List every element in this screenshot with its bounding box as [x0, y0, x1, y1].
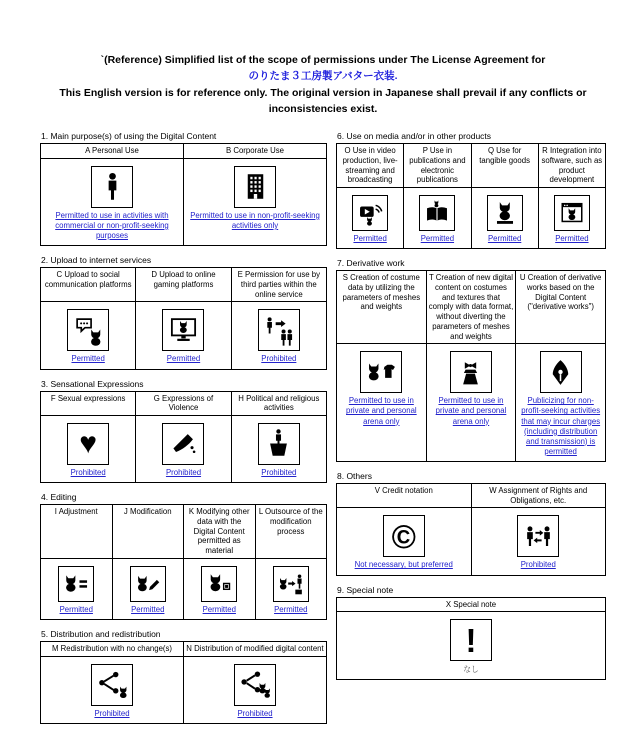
cell-header-h: H Political and religious activities: [231, 391, 326, 415]
permission-cell-p: [404, 188, 471, 249]
section-title: 3. Sensational Expressions: [41, 378, 144, 389]
cell-header-o: O Use in video production, live-streaming and broadcasting: [337, 144, 404, 188]
status-d: Permitted: [166, 354, 201, 364]
video-cat-icon: [357, 200, 383, 226]
icon-frame: [162, 423, 204, 465]
status-c: Permitted: [71, 354, 105, 364]
cell-header-e: E Permission for use by third parties within the online service: [231, 268, 326, 302]
icon-frame: [91, 664, 133, 706]
icon-frame: [258, 423, 300, 465]
status-h: Prohibited: [261, 467, 297, 477]
cell-header-n: N Distribution of modified digital content: [184, 641, 327, 656]
status-o: Permitted: [353, 234, 387, 243]
permission-table: [40, 391, 327, 484]
status-f: Prohibited: [70, 467, 106, 477]
person-icon: [97, 171, 128, 202]
status-n: Prohibited: [237, 708, 273, 718]
share-cats-icon: [240, 669, 271, 700]
permission-table: [336, 483, 606, 576]
icon-frame: [360, 351, 402, 393]
costume-data-icon: [366, 357, 397, 388]
status-r: Permitted: [555, 234, 589, 243]
icon-frame: [487, 195, 523, 231]
permission-cell-m: [41, 656, 184, 723]
permission-table: [40, 143, 327, 246]
section-title: 6. Use on media and/or in other products: [337, 131, 492, 142]
cell-header-p: P Use in publications and electronic publications: [404, 144, 471, 188]
exclamation-icon: !: [465, 621, 477, 659]
permission-cell-a: [41, 158, 184, 245]
icon-frame: [162, 309, 204, 351]
icon-frame: [67, 423, 109, 465]
permission-table: [40, 504, 327, 620]
icon-frame: [91, 166, 133, 208]
section-special-note: [336, 585, 606, 681]
product-name-japanese: のりたま３工房製アバター衣装.: [248, 70, 398, 83]
status-u: Publicizing for non-profit-seeking activities that may incur charges (including distribution and transmission) is permitted: [521, 396, 601, 456]
permission-table: [336, 143, 606, 249]
permission-cell-u: [516, 344, 606, 462]
permission-cell-c: [41, 302, 136, 369]
icon-frame: [540, 351, 582, 393]
book-cat-icon: [424, 200, 450, 226]
cell-header-a: A Personal Use: [41, 144, 184, 159]
share-cat-icon: [97, 669, 128, 700]
permission-cell-s: [337, 344, 427, 462]
icon-frame: [450, 351, 492, 393]
knife-icon: [168, 428, 199, 459]
software-cat-icon: [559, 200, 585, 226]
cell-header-m: M Redistribution with no change(s): [41, 641, 184, 656]
cell-header-i: I Adjustment: [41, 505, 113, 559]
cat-adjust-icon: [63, 571, 89, 597]
status-s: Permitted to use in private and personal arena only: [346, 396, 417, 426]
permission-cell-b: [184, 158, 327, 245]
permission-cell-n: [184, 656, 327, 723]
status-k: Permitted: [202, 604, 236, 614]
section-title: 4. Editing: [41, 492, 77, 503]
status-t: Permitted to use in private and personal arena only: [435, 396, 507, 426]
section-derivative: [336, 258, 606, 462]
permission-cell-w: [471, 508, 606, 575]
cat-modify-icon: [135, 571, 161, 597]
icon-frame: [273, 566, 309, 602]
icon-frame: [450, 619, 492, 661]
section-others: [336, 471, 606, 576]
status-p: Permitted: [420, 234, 455, 243]
section-title: 5. Distribution and redistribution: [41, 628, 161, 639]
permission-cell-e: [231, 302, 326, 369]
permission-cell-f: [41, 415, 136, 482]
permission-table: [336, 270, 606, 462]
status-l: Permitted: [274, 604, 308, 614]
header-title-line: `(Reference) Simplified list of the scope of permissions under The License Agreement for: [100, 54, 546, 66]
cell-header-u: U Creation of derivative works based on the Digital Content ("derivative works"): [516, 271, 606, 344]
icon-frame: [352, 195, 388, 231]
icon-frame: [58, 566, 94, 602]
permission-cell-i: [41, 558, 113, 619]
content-columns: [40, 131, 606, 733]
third-party-icon: [263, 315, 294, 346]
cell-header-x: X Special note: [337, 597, 606, 612]
section-main-purpose: [40, 131, 327, 246]
cell-header-b: B Corporate Use: [184, 144, 327, 159]
permission-cell-r: [538, 188, 605, 249]
status-w: Prohibited: [520, 560, 556, 570]
document-header: [40, 52, 606, 117]
icon-frame: [130, 566, 166, 602]
section-title: 7. Derivative work: [337, 258, 405, 269]
rights-transfer-icon: [523, 521, 554, 552]
permission-table: [40, 641, 327, 724]
status-g: Prohibited: [165, 467, 202, 477]
cell-header-f: F Sexual expressions: [41, 391, 136, 415]
section-title: 1. Main purpose(s) of using the Digital Content: [41, 131, 217, 142]
section-media: [336, 131, 606, 249]
copyright-icon: ©: [391, 517, 416, 555]
cell-header-c: C Upload to social communication platforms: [41, 268, 136, 302]
cat-chat-icon: [73, 315, 104, 346]
section-sensational: [40, 379, 327, 484]
permission-cell-q: [471, 188, 538, 249]
status-b: Permitted to use in non-profit-seeking activities only: [190, 210, 320, 230]
outsource-icon: [278, 571, 304, 597]
cell-header-l: L Outsource of the modification process: [255, 505, 327, 559]
icon-frame: [554, 195, 590, 231]
monitor-cat-icon: [168, 315, 199, 346]
status-x: なし: [463, 665, 479, 675]
cell-header-j: J Modification: [112, 505, 184, 559]
icon-frame: [201, 566, 237, 602]
building-icon: [240, 171, 271, 202]
status-m: Prohibited: [94, 708, 130, 718]
icon-frame: [234, 166, 276, 208]
status-i: Permitted: [59, 604, 93, 614]
header-disclaimer: This English version is for reference only. The original version in Japanese shall prevail if any conflicts or inconsistencies exist.: [59, 86, 587, 115]
figurine-icon: [492, 200, 518, 226]
left-column: [40, 131, 327, 733]
cell-header-t: T Creation of new digital content on costumes and textures that comply with data format, without diverting the parameters of meshes and weights: [426, 271, 516, 344]
icon-frame: [419, 195, 455, 231]
permission-table: [336, 597, 606, 681]
section-title: 9. Special note: [337, 584, 394, 595]
icon-frame: [67, 309, 109, 351]
icon-frame: [258, 309, 300, 351]
section-title: 8. Others: [337, 471, 372, 482]
status-j: Permitted: [131, 604, 165, 614]
permission-cell-t: [426, 344, 516, 462]
cell-header-q: Q Use for tangible goods: [471, 144, 538, 188]
permission-cell-x: [337, 612, 606, 680]
permission-cell-l: [255, 558, 327, 619]
permission-cell-o: [337, 188, 404, 249]
icon-frame: [383, 515, 425, 557]
cell-header-v: V Credit notation: [337, 484, 472, 508]
cell-header-g: G Expressions of Violence: [136, 391, 231, 415]
cell-header-s: S Creation of costume data by utilizing the parameters of meshes and weights: [337, 271, 427, 344]
cat-material-icon: [206, 571, 232, 597]
status-q: Permitted: [487, 234, 522, 243]
status-v: Not necessary, but preferred: [354, 560, 453, 570]
icon-frame: [517, 515, 559, 557]
permission-cell-v: [337, 508, 472, 575]
cell-header-k: K Modifying other data with the Digital Content permitted as material: [184, 505, 256, 559]
section-editing: [40, 492, 327, 620]
section-upload: [40, 255, 327, 369]
section-distribution: [40, 629, 327, 724]
heart-icon: ♥: [79, 426, 98, 460]
status-a: Permitted to use in activities with commercial or non-profit-seeking purposes: [55, 210, 169, 241]
permission-cell-h: [231, 415, 326, 482]
permission-cell-g: [136, 415, 231, 482]
cell-header-d: D Upload to online gaming platforms: [136, 268, 231, 302]
pen-nib-icon: [545, 357, 576, 388]
permission-table: [40, 267, 327, 369]
icon-frame: [234, 664, 276, 706]
clothes-icon: [455, 357, 486, 388]
cell-header-r: R Integration into software, such as product development: [538, 144, 605, 188]
permission-cell-k: [184, 558, 256, 619]
section-title: 2. Upload to internet services: [41, 255, 152, 266]
permission-cell-j: [112, 558, 184, 619]
permission-cell-d: [136, 302, 231, 369]
status-e: Prohibited: [261, 354, 297, 364]
cell-header-w: W Assignment of Rights and Obligations, etc.: [471, 484, 606, 508]
right-column: [336, 131, 606, 689]
podium-person-icon: [263, 428, 294, 459]
